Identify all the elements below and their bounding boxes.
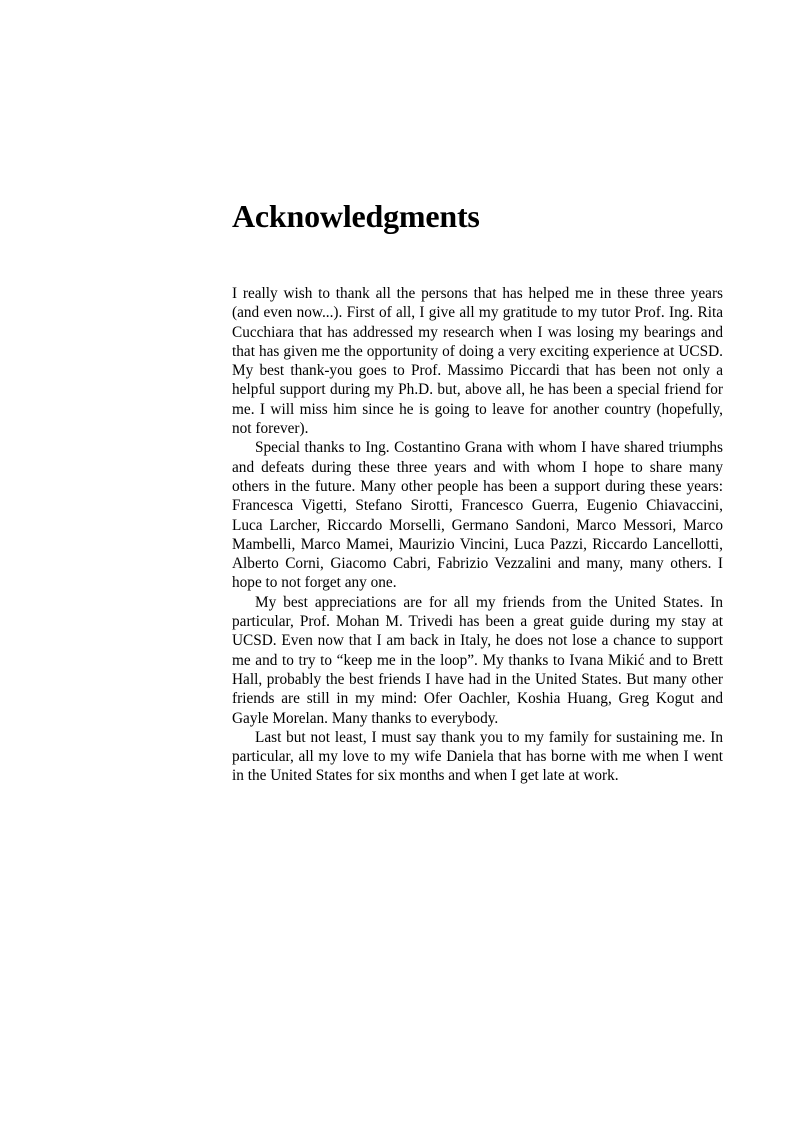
- paragraph-intro: I really wish to thank all the persons that has helped me in these three years (and even now...). First of all, I give all my gratitude to my tutor Prof. Ing. Rita Cucchiara that has addressed my research when I was losing my bearings and that has given me the opportunity of doing a very exciting experience at UCSD. My best thank-you goes to Prof. Massimo Piccardi that has been not only a helpful support during my Ph.D. but, above all, he has been a special friend for me. I will miss him since he is going to leave for another country (hopefully, not forever).: [232, 285, 723, 438]
- paragraph-united-states: My best appreciations are for all my friends from the United States. In particular, Prof. Mohan M. Trivedi has been a great guide during my stay at UCSD. Even now that I am back in Italy, he does not lose a chance to support me and to try to “keep me in the loop”. My thanks to Ivana Mikić and to Brett Hall, probably the best friends I have had in the United States. But many other friends are still in my mind: Ofer Oachler, Koshia Huang, Greg Kogut and Gayle Morelan. Many thanks to everybody.: [232, 593, 723, 727]
- body-text: [232, 284, 723, 786]
- paragraph-special-thanks: Special thanks to Ing. Costantino Grana with whom I have shared triumphs and defeats during these three years and with whom I hope to share many others in the future. Many other people has been a support during these years: Francesca Vigetti, Stefano Sirotti, Francesco Guerra, Eugenio Chiavaccini, Luca Larcher, Riccardo Morselli, Germano Sandoni, Marco Messori, Marco Mambelli, Marco Mamei, Maurizio Vincini, Luca Pazzi, Riccardo Lancellotti, Alberto Corni, Giacomo Cabri, Fabrizio Vezzalini and many, many others. I hope to not forget any one.: [232, 439, 723, 592]
- page-title: Acknowledgments: [232, 198, 480, 234]
- paragraph-family: Last but not least, I must say thank you to my family for sustaining me. In particular, all my love to my wife Daniela that has borne with me when I went in the United States for six months and when I get late at work.: [232, 728, 723, 785]
